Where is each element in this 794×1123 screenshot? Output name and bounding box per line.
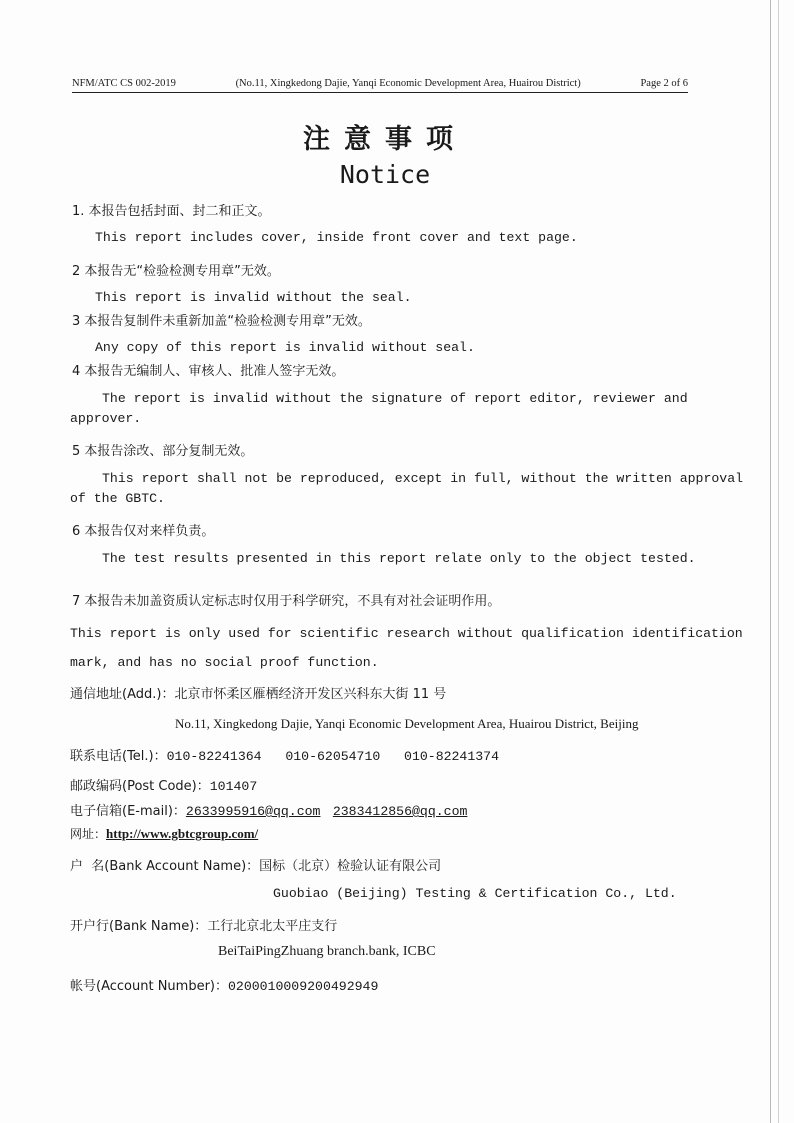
account-name-label: 户 名(Bank Account Name)： <box>70 859 260 874</box>
item-4-en-line2: approver. <box>70 411 142 426</box>
item-4-cn: 4 本报告无编制人、审核人、批准人签字无效。 <box>72 364 345 379</box>
address-row <box>70 683 446 702</box>
address-en: No.11, Xingkedong Dajie, Yanqi Economic Development Area, Huairou District, Beijing <box>175 716 639 731</box>
website-row <box>70 825 258 842</box>
bank-name-label: 开户行(Bank Name)： <box>70 919 208 934</box>
item-7-en-line2: mark, and has no social proof function. <box>70 655 379 670</box>
postcode: 101407 <box>209 779 258 794</box>
website-label: 网址： <box>70 827 107 841</box>
tel-numbers: 010-82241364 010-62054710 010-82241374 <box>166 749 500 764</box>
item-6-cn: 6 本报告仅对来样负责。 <box>72 524 215 539</box>
bank-name-cn: 工行北京北太平庄支行 <box>207 919 338 934</box>
address-cn: 北京市怀柔区雁栖经济开发区兴科东大街 11 号 <box>174 687 447 702</box>
page-header <box>72 78 688 93</box>
address-label: 通信地址(Add.)： <box>70 687 175 702</box>
page-edge-line-2 <box>778 0 779 1123</box>
email-link-2[interactable]: 2383412856@qq.com <box>332 804 468 819</box>
account-number-label: 帐号(Account Number)： <box>70 979 228 994</box>
title-english: Notice <box>339 160 431 189</box>
item-1-cn: 1. 本报告包括封面、封二和正文。 <box>72 204 271 219</box>
page-edge-line <box>770 0 771 1123</box>
item-7-en-line1: This report is only used for scientific research without qualification identification <box>70 626 743 641</box>
item-5-en-line2: of the GBTC. <box>70 491 165 506</box>
item-6-en: The test results presented in this report relate only to the object tested. <box>102 551 696 566</box>
item-4-en-line1: The report is invalid without the signature of report editor, reviewer and <box>102 391 688 406</box>
account-name-row <box>70 855 441 874</box>
email-label: 电子信箱(E-mail)： <box>70 804 186 819</box>
item-7-cn: 7 本报告未加盖资质认定标志时仅用于科学研究，不具有对社会证明作用。 <box>72 594 501 609</box>
item-3-cn: 3 本报告复制件未重新加盖“检验检测专用章”无效。 <box>72 314 371 329</box>
account-name-cn: 国标（北京）检验认证有限公司 <box>259 859 442 874</box>
account-number: 0200010009200492949 <box>228 979 379 994</box>
header-address: (No.11, Xingkedong Dajie, Yanqi Economic Development Area, Huairou District) <box>235 78 581 89</box>
item-2-en: This report is invalid without the seal. <box>95 290 412 305</box>
bank-name-row <box>70 915 337 934</box>
tel-label: 联系电话(Tel.)： <box>70 749 167 764</box>
item-5-en-line1: This report shall not be reproduced, except in full, without the written approval <box>102 471 744 486</box>
tel-row <box>70 745 499 764</box>
title-chinese: 注意事项 <box>303 124 467 155</box>
item-5-cn: 5 本报告涂改、部分复制无效。 <box>72 444 254 459</box>
item-2-cn: 2 本报告无“检验检测专用章”无效。 <box>72 264 280 279</box>
email-link-1[interactable]: 2633995916@qq.com <box>185 804 321 819</box>
website-link[interactable]: http://www.gbtcgroup.com/ <box>106 826 259 841</box>
item-1-en: This report includes cover, inside front cover and text page. <box>95 230 578 245</box>
postcode-row <box>70 775 257 794</box>
account-number-row <box>70 975 378 994</box>
item-3-en: Any copy of this report is invalid without seal. <box>95 340 475 355</box>
bank-name-en: BeiTaiPingZhuang branch.bank, ICBC <box>218 944 436 959</box>
email-row <box>70 800 467 819</box>
document-code: NFM/ATC CS 002-2019 <box>72 78 176 89</box>
page-number: Page 2 of 6 <box>640 78 688 89</box>
account-name-en: Guobiao (Beijing) Testing & Certification Co., Ltd. <box>273 886 677 901</box>
postcode-label: 邮政编码(Post Code)： <box>70 779 210 794</box>
